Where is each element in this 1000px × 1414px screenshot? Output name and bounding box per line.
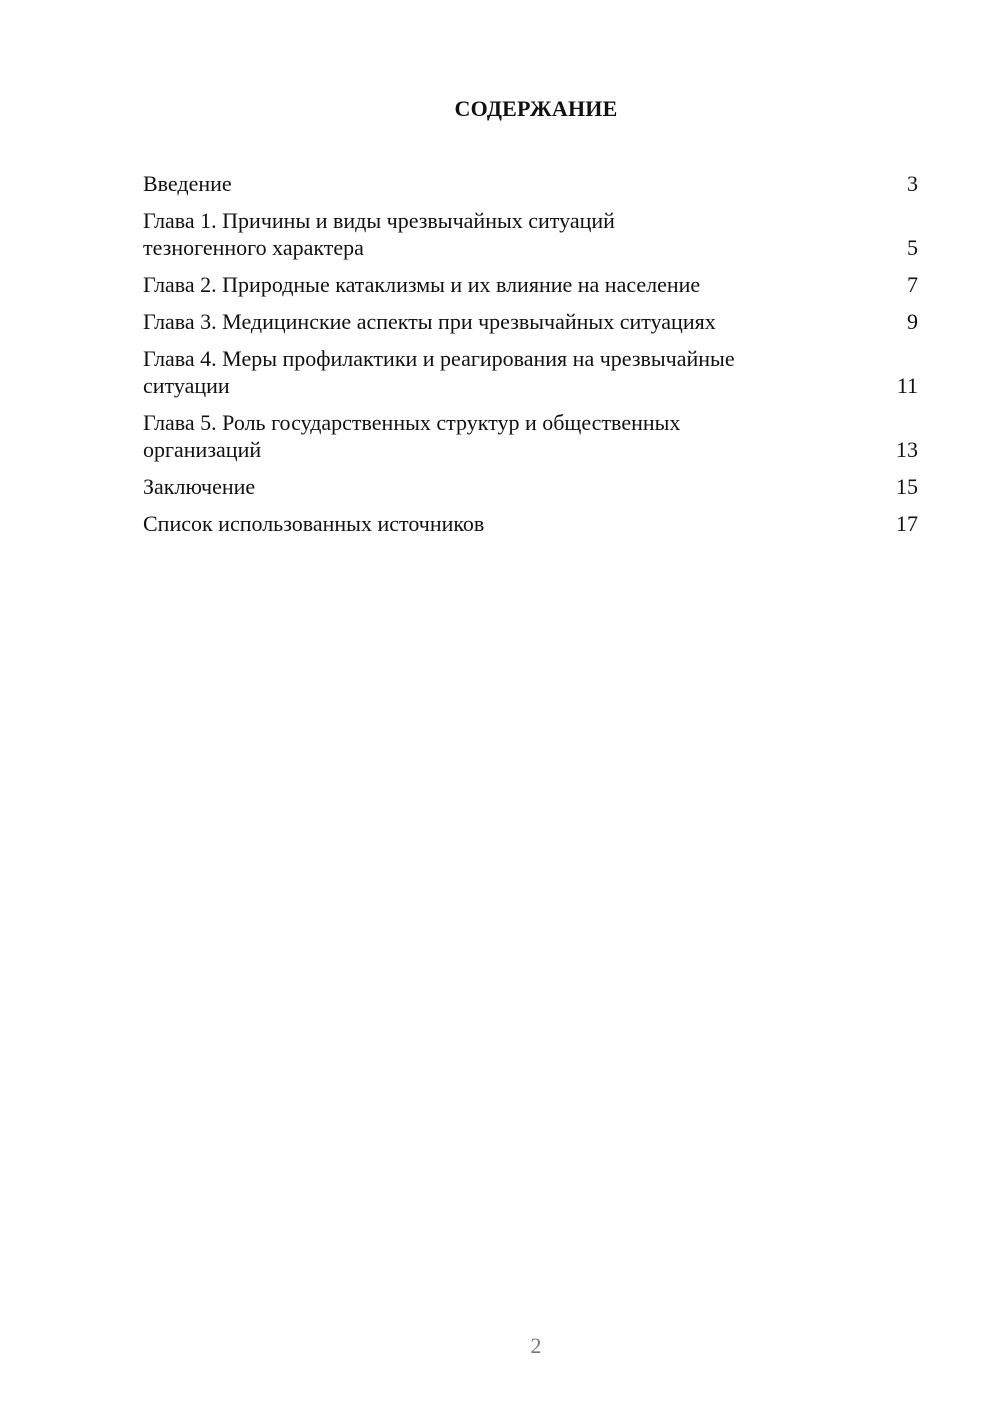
table-of-contents bbox=[143, 170, 918, 547]
toc-entry-label: Глава 5. Роль государственных структур и общественных организаций bbox=[143, 410, 681, 462]
toc-entry-page: 15 bbox=[896, 474, 918, 499]
toc-entry bbox=[143, 409, 918, 463]
toc-entry-page: 17 bbox=[896, 511, 918, 536]
toc-entry bbox=[143, 308, 918, 335]
toc-entry-label: Список использованных источников bbox=[143, 511, 485, 536]
toc-entry-page: 3 bbox=[907, 171, 918, 196]
toc-entry-page: 7 bbox=[907, 272, 918, 297]
toc-entry bbox=[143, 271, 918, 298]
toc-entry bbox=[143, 170, 918, 197]
page-title: СОДЕРЖАНИЕ bbox=[454, 96, 618, 121]
toc-entry bbox=[143, 510, 918, 537]
toc-entry-page: 9 bbox=[907, 309, 918, 334]
toc-entry-page: 11 bbox=[896, 373, 918, 398]
toc-entry-label: Глава 3. Медицинские аспекты при чрезвычайных ситуациях bbox=[143, 309, 716, 334]
toc-entry bbox=[143, 207, 918, 261]
toc-entry-label: Глава 4. Меры профилактики и реагирования на чрезвычайные ситуации bbox=[143, 346, 735, 398]
toc-entry bbox=[143, 345, 918, 399]
toc-entry-label: Введение bbox=[143, 171, 232, 196]
toc-entry-page: 5 bbox=[907, 235, 918, 260]
toc-entry-page: 13 bbox=[896, 437, 918, 462]
toc-entry-label: Заключение bbox=[143, 474, 256, 499]
toc-entry bbox=[143, 473, 918, 500]
toc-entry-label: Глава 1. Причины и виды чрезвычайных ситуаций тезногенного характера bbox=[143, 208, 615, 260]
page-number: 2 bbox=[530, 1333, 542, 1358]
toc-entry-label: Глава 2. Природные катаклизмы и их влияние на население bbox=[143, 272, 701, 297]
